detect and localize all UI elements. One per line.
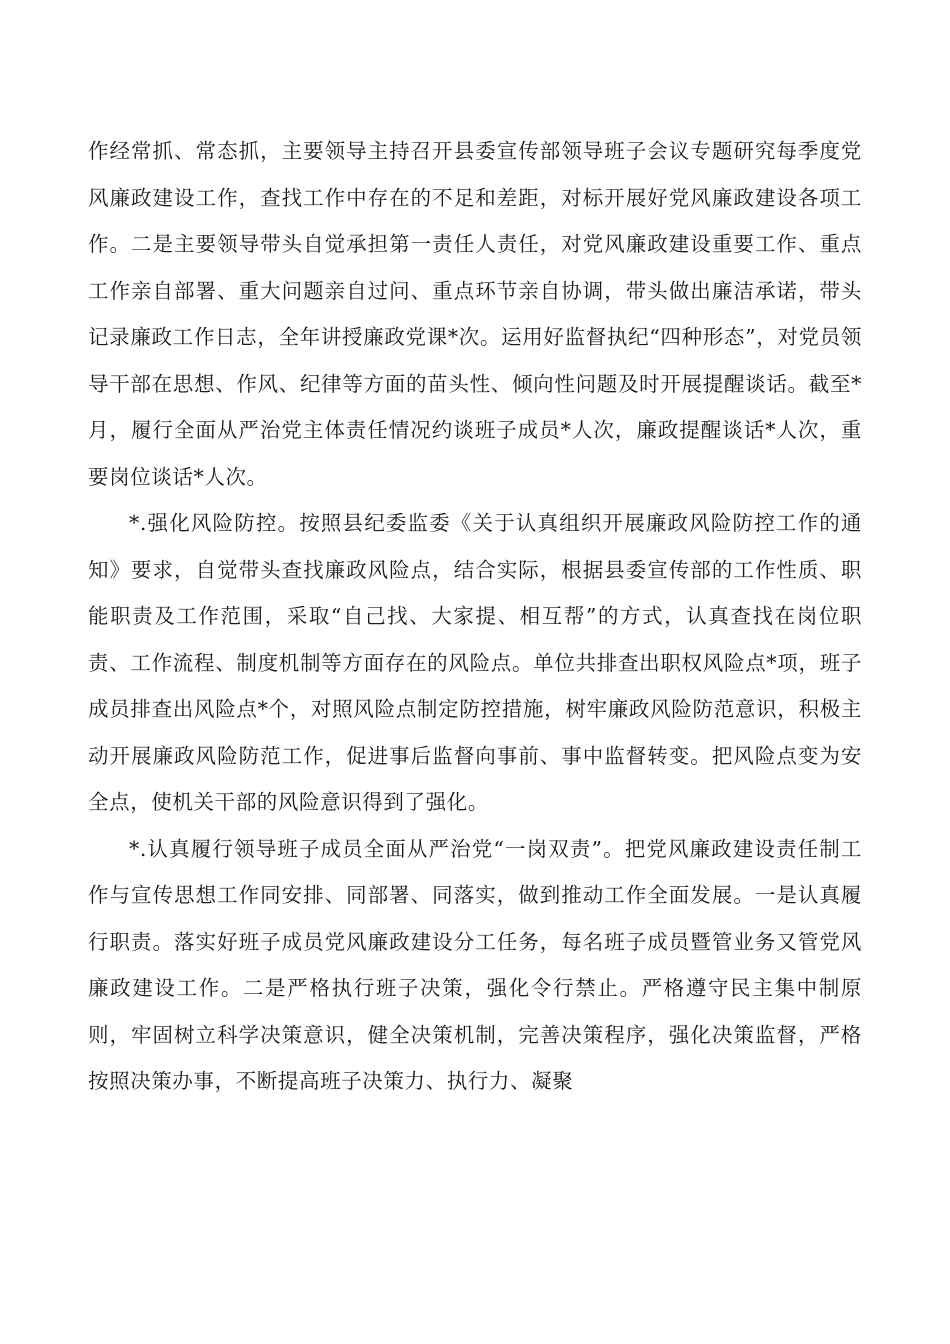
paragraph-3: *.认真履行领导班子成员全面从严治党“一岗双责”。把党风廉政建设责任制工作与宣传思想工作同安排、同部署、同落实，做到推动工作全面发展。一是认真履行职责。落实好班子成员党风廉政建设分工任务，每名班子成员暨管业务又管党风廉政建设工作。二是严格执行班子决策，强化令行禁止。严格遵守民主集中制原则，牢固树立科学决策意识，健全决策机制，完善决策程序，强化决策监督，严格按照决策办事，不断提高班子决策力、执行力、凝聚 [88,836,862,1093]
paragraph-1: 作经常抓、常态抓，主要领导主持召开县委宣传部领导班子会议专题研究每季度党风廉政建设工作，查找工作中存在的不足和差距，对标开展好党风廉政建设各项工作。二是主要领导带头自觉承担第一责任人责任，对党风廉政建设重要工作、重点工作亲自部署、重大问题亲自过问、重点环节亲自协调，带头做出廉洁承诺，带头记录廉政工作日志，全年讲授廉政党课*次。运用好监督执纪“四种形态”，对党员领导干部在思想、作风、纪律等方面的苗头性、倾向性问题及时开展提醒谈话。截至*月，履行全面从严治党主体责任情况约谈班子成员*人次，廉政提醒谈话*人次，重要岗位谈话*人次。 [88,139,862,489]
paragraph-2: *.强化风险防控。按照县纪委监委《关于认真组织开展廉政风险防控工作的通知》要求，自觉带头查找廉政风险点，结合实际，根据县委宣传部的工作性质、职能职责及工作范围，采取“自己找、大家提、相互帮”的方式，认真查找在岗位职责、工作流程、制度机制等方面存在的风险点。单位共排查出职权风险点*项，班子成员排查出风险点*个，对照风险点制定防控措施，树牢廉政风险防范意识，积极主动开展廉政风险防范工作，促进事后监督向事前、事中监督转变。把风险点变为安全点，使机关干部的风险意识得到了强化。 [88,511,862,814]
